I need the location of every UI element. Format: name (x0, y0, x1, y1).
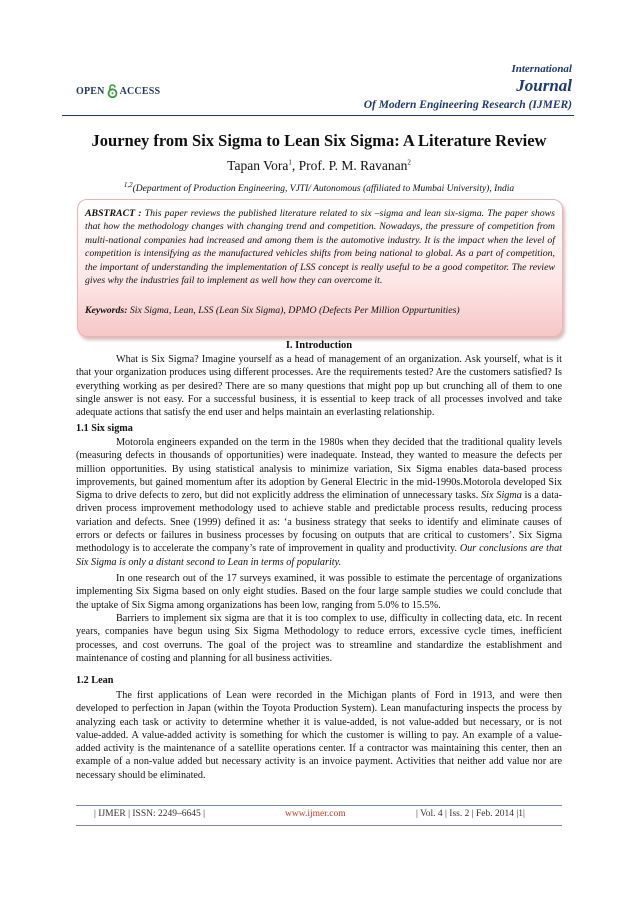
paragraph-six-sigma-text-b: is a data-driven process improvement methodology used to achieve stable and predictable process results, reducing process variation and defects. Snee (1999) defined it as: ‘a business strategy that seeks to identify and eliminate causes of errors or defects or failures in business processes by focusing on outputs that are critical to customers’. Six Sigma methodology is to accelerate the company’s rate of improvement in quality and productivity. (76, 490, 562, 555)
abstract-label: ABSTRACT : (85, 208, 142, 219)
paragraph-barriers-text: Barriers to implement six sigma are that it is too complex to use, difficulty in collecting data, etc. In recent years, companies have begun using Six Sigma Methodology to reduce errors, excessive cycle times, inefficient processes, and cost overruns. The goal of the project was to streamline and standardize the establishment and maintenance of costing and planning for all business activities. (76, 613, 562, 664)
journal-name-line3: Of Modern Engineering Research (IJMER) (363, 99, 572, 111)
section-heading-introduction: I. Introduction (285, 340, 353, 351)
affiliation-text: (Department of Production Engineering, VJTI/ Autonomous (affiliated to Mumbai University), India (132, 184, 515, 195)
keywords-text: Six Sigma, Lean, LSS (Lean Six Sigma), DPMO (Defects Per Million Oppurtunities) (129, 305, 460, 316)
author-1: Tapan Vora (227, 158, 289, 173)
affiliation-sup: 1,2 (123, 181, 133, 189)
paper-title: Journey from Six Sigma to Lean Six Sigma: A Literature Review (91, 131, 547, 150)
author-2: , Prof. P. M. Ravanan (291, 158, 408, 173)
open-lock-icon (107, 84, 118, 98)
footer-volume: | Vol. 4 | Iss. 2 | Feb. 2014 |1| (416, 809, 525, 819)
six-sigma-italic: Six Sigma (481, 490, 522, 502)
open-label: OPEN (76, 85, 105, 97)
subsection-heading-six-sigma: 1.1 Six sigma (76, 423, 133, 434)
keywords-label: Keywords: (85, 305, 128, 316)
journal-name-line1: International (511, 63, 572, 75)
journal-name-line2: Journal (516, 76, 572, 95)
keywords (85, 305, 555, 316)
subsection-heading-lean: 1.2 Lean (76, 675, 114, 686)
author-2-sup: 2 (407, 158, 411, 167)
author-line (0, 158, 638, 174)
header-divider (62, 115, 574, 116)
footer-website-link[interactable]: www.ijmer.com (285, 809, 346, 819)
paragraph-six-sigma-text-a: Motorola engineers expanded on the term in the 1980s when they decided that the traditional quality levels (measuring defects in thousands of opportunities) were inadequate. Instead, they wanted to measure the defects per million opportunities. By using statistical analysis to minimize variation, Six Sigma enables data-based process improvements, but gained momentum after its adoption by General Electric in the mid-1990s.Motorola developed Six Sigma to drive defects to zero, but did not explicitly address the elimination of unnecessary tasks. (76, 437, 562, 502)
paragraph-surveys (76, 572, 562, 612)
paragraph-lean-text: The first applications of Lean were recorded in the Michigan plants of Ford in 1913, and were then developed to perfection in Japan (within the Toyota Production System). Lean manufacturing inspects the process by analyzing each task or activity to determine whether it is value-added, is not value-added but necessary, or is not value-added. A value-added activity is something for which the customer is willing to pay. An example of a value-added activity is the maintenance of a satellite operations center. If a contractor was maintaining this center, then an example of a non-value added but necessary activity is an invoice payment. Activities that neither add value nor are necessary should be eliminated. (76, 690, 562, 781)
paragraph-intro (76, 353, 562, 419)
paragraph-six-sigma (76, 436, 562, 569)
footer-issn: | IJMER | ISSN: 2249–6645 | (94, 809, 206, 819)
paragraph-intro-text: What is Six Sigma? Imagine yourself as a head of management of an organization. Ask yourself, what is it that your organization produces using different processes. Are the requirements tested? Are the customers satisfied? Is everything working as per desired? There are so many questions that might pop up but crunching all of them to one single answer is not easy. For a successful business, it is essential to keep track of all processes involved and take adequate actions that satisfy the end user and helps maintain an everlasting relationship. (76, 354, 562, 419)
affiliation (0, 181, 638, 194)
paragraph-barriers (76, 612, 562, 665)
paragraph-surveys-text: In one research out of the 17 surveys examined, it was possible to estimate the percentage of organizations implementing Six Sigma based on only eight studies. Based on the four large sample studies we could conclude that the uptake of Six Sigma among organizations has been low, ranging from 5.0% to 15.5%. (76, 573, 562, 611)
abstract (85, 207, 555, 287)
open-access-logo (76, 84, 160, 98)
abstract-text: This paper reviews the published literature related to six –sigma and lean six-sigma. The paper shows that how the methodology changes with changing trend and competition. Nowadays, the pressure of competition from multi-national companies had increased and among them is the automotive industry. It is the impact when the level of competition is intensifying as the manufactured vehicles shifts from being national to global. As a part of competition, the important of understanding the implementation of LSS concept is really useful to be a good competitor. The review gives why the industries fail to implement as well how they can overcome it. (85, 208, 555, 287)
access-label: ACCESS (119, 85, 161, 97)
paragraph-lean (76, 689, 562, 782)
author-1-sup: 1 (288, 158, 292, 167)
conclusion-italic: Our conclusions are that Six Sigma is only a distant second to Lean in terms of popularity. (76, 543, 562, 568)
